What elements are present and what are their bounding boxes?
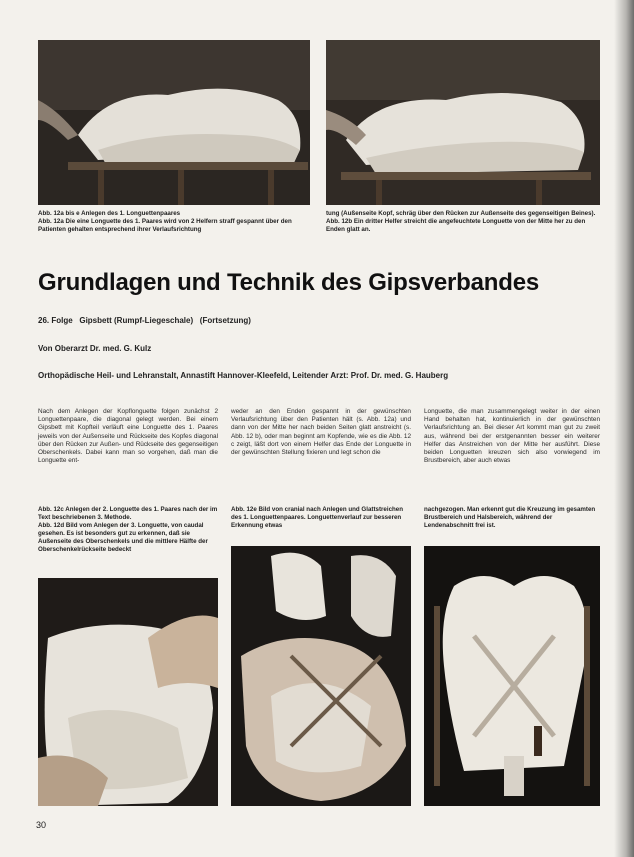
- body-column-1: Nach dem Anlegen der Kopflonguette folgen zunächst 2 Longuettenpaare, die diagonal gelegt werden. Bei einem Gipsbett mit Kopfteil verläuft eine Longuette des 1. Paares jeweils von der Außenseite und Rückseite des Kopfes diagonal über den Rücken zur Außen- und Rückseite des gegenseitigen Oberschenkels. Dabei kann man so vorgehen, daß man die Longuette ent-: [38, 408, 218, 465]
- series-line: 26. Folge Gipsbett (Rumpf-Liegeschale) (Fortsetzung): [38, 316, 251, 325]
- caption-abb-12b: tung (Außenseite Kopf, schräg über den Rücken zur Außenseite des gegenseitigen Beines). Abb. 12b Ein dritter Helfer streicht die angefeuchtete Longuette von der Mitte her zu den Enden glatt an.: [326, 210, 596, 233]
- page-number: 30: [36, 820, 47, 830]
- body-column-2: weder an den Enden gespannt in der gewünschten Verlaufsrichtung über den Patienten hält (s. Abb. 12a) und dann von der Mitte her nach beiden Seiten glatt anstreicht (s. Abb. 12 b), oder man beginnt am Kopfende, wie es die Abb. 12 c zeigt, läßt dort von einem Helfer das Ende der Longuette in der gewünschten Stellung fixieren und legt schon die: [231, 408, 411, 457]
- photo-abb-12e-right: [424, 546, 600, 806]
- photo-abb-12b: [326, 40, 600, 205]
- page-edge-shadow: [614, 0, 634, 857]
- caption-abb-12c-12d: Abb. 12c Anlegen der 2. Longuette des 1. Paares nach der im Text beschriebenen 3. Methode. Abb. 12d Bild vom Anlegen der 3. Longuette, von caudal gesehen. Es ist besonders gut zu erkennen, daß sie Außenseite des Oberschenkels und die mittlere Hälfte der Oberschenkelrückseite bedeckt: [38, 506, 218, 553]
- article-title: Grundlagen und Technik des Gipsverbandes: [38, 269, 539, 296]
- body-column-3: Longuette, die man zusammengelegt weiter in der einen Hand behalten hat, kontinuierlich in der gewünschten Verlaufsrichtung an. Bei dieser Art kommt man gut zu zweit aus, während bei der erstgenannten besser ein weiterer Helfer das Anstreichen von der Mitte her ausführt. Diese beiden Longuetten kreuzen sich also vorwiegend im Brustbereich, aber auch etwas: [424, 408, 600, 465]
- author-line: Von Oberarzt Dr. med. G. Kulz: [38, 344, 152, 353]
- photo-abb-12a: [38, 40, 310, 205]
- caption-abb-12a: Abb. 12a bis e Anlegen des 1. Longuettenpaares Abb. 12a Die eine Longuette des 1. Paares wird von 2 Helfern straff gespannt über den Patienten gehalten entsprechend ihrer Verlaufsrichtung: [38, 210, 292, 233]
- photo-abb-12d: [38, 578, 218, 806]
- caption-abb-12e: Abb. 12e Bild von cranial nach Anlegen und Glattstreichen des 1. Longuettenpaares. Longuettenverlauf zur besseren Erkennung etwas: [231, 506, 404, 529]
- caption-abb-12e-continued: nachgezogen. Man erkennt gut die Kreuzung im gesamten Brustbereich und Halsbereich, während der Lendenabschnitt frei ist.: [424, 506, 596, 529]
- photo-abb-12e: [231, 546, 411, 806]
- institution-line: Orthopädische Heil- und Lehranstalt, Annastift Hannover-Kleefeld, Leitender Arzt: Prof. Dr. med. G. Hauberg: [38, 371, 449, 380]
